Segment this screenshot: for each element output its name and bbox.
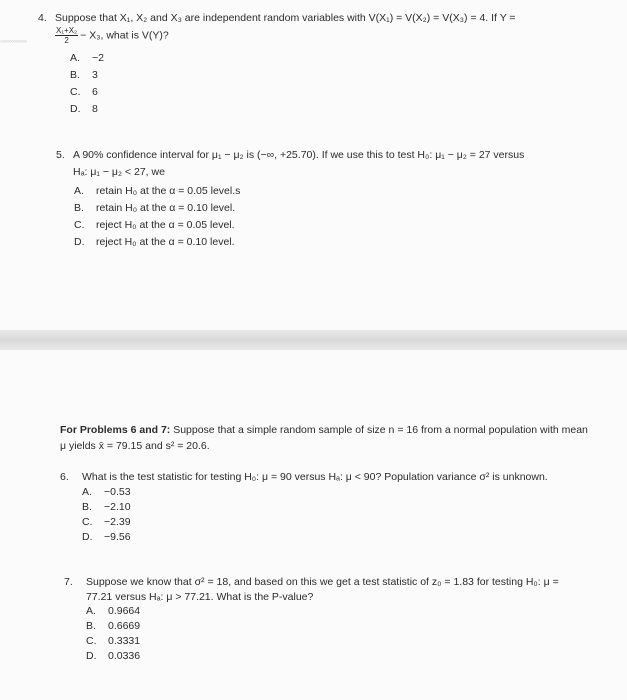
- question-stem-line2: $\frac{\text{X₁+X₂}}{2}$ − X₃, what is V(Y)?: [56, 26, 169, 45]
- option-c: C. reject H₀ at the α = 0.05 level.: [74, 219, 235, 231]
- option-d: D. 0.0336: [86, 650, 141, 662]
- question-6: [60, 469, 620, 486]
- option-a: A. 0.9664: [86, 605, 141, 617]
- question-number: 6.: [60, 471, 69, 483]
- question-number: 7.: [64, 576, 73, 588]
- question-stem-line1: Suppose that X₁, X₂ and X₃ are independent random variables with V(X₁) = V(X₂) = V(X₃) = 4. If Y =: [55, 12, 516, 24]
- intro-line2: μ yields x̄ = 79.15 and s² = 20.6.: [60, 440, 210, 452]
- question-5: [56, 147, 616, 181]
- option-d: D. reject H₀ at the α = 0.10 level.: [74, 236, 235, 248]
- option-c: C. 0.3331: [86, 635, 141, 647]
- question-stem-line2: Hₐ: μ₁ − μ₂ < 27, we: [73, 166, 165, 178]
- option-b: B. 0.6669: [86, 620, 141, 632]
- question-stem-line1: Suppose we know that σ² = 18, and based on this we get a test statistic of z₀ = 1.83 for testing H₀: μ =: [86, 576, 559, 588]
- intro-line1: For Problems 6 and 7: Suppose that a simple random sample of size n = 16 from a normal population with mean: [60, 424, 588, 436]
- option-a: A. retain H₀ at the α = 0.05 level.s: [74, 185, 241, 197]
- question-number: 4.: [38, 12, 47, 24]
- question-stem-line1: A 90% confidence interval for μ₁ − μ₂ is (−∞, +25.70). If we use this to test H₀: μ₁ − μ₂ = 27 versus: [73, 149, 525, 161]
- pencil-scribble: ◦◦◦◦◦◦◦◦◦◦◦◦: [0, 36, 27, 46]
- worksheet-page-top: [0, 0, 627, 330]
- worksheet-page-bottom: [0, 350, 627, 700]
- option-c: C. 6: [70, 86, 98, 98]
- option-d: D. −9.56: [82, 531, 131, 543]
- option-a: A. −2: [70, 52, 104, 64]
- question-stem-line2: 77.21 versus Hₐ: μ > 77.21. What is the P-value?: [86, 591, 314, 603]
- option-d: D. 8: [70, 103, 98, 115]
- option-c: C. −2.39: [82, 516, 131, 528]
- option-b: B. 3: [70, 69, 98, 81]
- question-4: [38, 10, 618, 44]
- question-stem-line1: What is the test statistic for testing H₀: μ = 90 versus Hₐ: μ < 90? Population variance σ² is unknown.: [82, 471, 548, 483]
- page-break: [0, 330, 627, 350]
- fraction: $\frac{\text{X₁+X₂}}{2}$: [56, 26, 78, 45]
- option-a: A. −0.53: [82, 486, 131, 498]
- question-number: 5.: [56, 149, 65, 161]
- question-7: [64, 574, 624, 608]
- problem-intro: [60, 422, 588, 454]
- option-b: B. retain H₀ at the α = 0.10 level.: [74, 202, 236, 214]
- option-b: B. −2.10: [82, 501, 131, 513]
